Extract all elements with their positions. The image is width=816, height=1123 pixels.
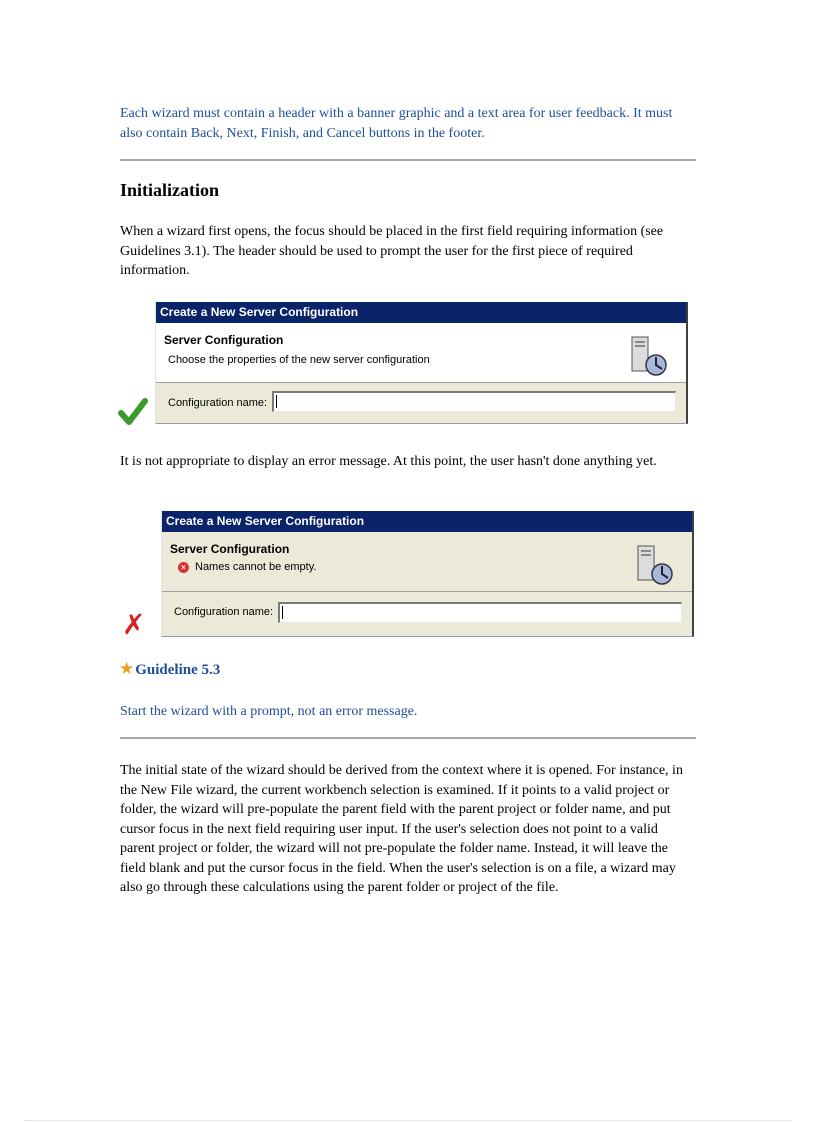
- wizard-title-bar: Create a New Server Configuration: [162, 511, 692, 532]
- divider-bottom: [120, 737, 696, 739]
- section-heading: Initialization: [120, 180, 220, 200]
- server-config-icon: [632, 542, 682, 588]
- wizard-header-message: Choose the properties of the new server configuration: [168, 354, 430, 366]
- wizard-header: [162, 532, 692, 592]
- paragraph-initial-state: The initial state of the wizard should be derived from the context where it is opened. For instance, in the New File wizard, the current workbench selection is examined. If it points to a valid project or folder, the wizard will pre-populate the parent field with the parent project or folder name, and put cursor focus in the next field requiring user input. If the user's selection does not point to a valid parent project or folder, the wizard will not pre-populate the folder name. Instead, it will leave the field blank and put the cursor focus in the field. When the user's selection is on a file, a wizard may also go through these calculations using the parent folder or project of the file.: [120, 763, 683, 895]
- wizard-error-message: Names cannot be empty.: [195, 561, 317, 573]
- page-bottom-edge: [24, 1120, 792, 1121]
- paragraph-no-error: It is not appropriate to display an error message. At this point, the user hasn't done anything yet.: [120, 454, 657, 469]
- paragraph-initial-focus: When a wizard first opens, the focus should be placed in the first field requiring information (see Guidelines 3.1). The header should be used to prompt the user for the first piece of required information.: [120, 224, 664, 278]
- wizard-title-bar: Create a New Server Configuration: [156, 302, 686, 323]
- configuration-name-field[interactable]: [278, 602, 682, 623]
- guideline-text: Start the wizard with a prompt, not an error message.: [120, 704, 418, 719]
- intro-guideline-note: Each wizard must contain a header with a banner graphic and a text area for user feedback. It must also contain Back, Next, Finish, and Cancel buttons in the footer.: [120, 106, 673, 141]
- guideline-heading: [119, 659, 220, 679]
- text-cursor: [282, 606, 283, 619]
- error-icon: ×: [178, 562, 189, 573]
- divider-top: [120, 159, 696, 161]
- wizard-error-row: [178, 561, 316, 573]
- green-checkmark-icon: [118, 398, 148, 426]
- wizard-header: [156, 323, 686, 383]
- text-cursor: [276, 395, 277, 408]
- wizard-header-title: Server Configuration: [170, 542, 290, 556]
- wizard-body: [156, 383, 686, 423]
- wizard-header-title: Server Configuration: [164, 333, 284, 347]
- guideline-label: Guideline 5.3: [135, 662, 221, 678]
- configuration-name-label: Configuration name:: [174, 606, 274, 618]
- server-config-icon: [626, 333, 676, 379]
- star-icon: ★: [119, 659, 135, 679]
- configuration-name-field[interactable]: [272, 391, 676, 412]
- configuration-name-label: Configuration name:: [168, 397, 268, 409]
- red-x-icon: ✗: [122, 608, 146, 641]
- wizard-body: [162, 592, 692, 636]
- wizard-example-incorrect: [161, 511, 694, 637]
- wizard-example-correct: [155, 302, 688, 424]
